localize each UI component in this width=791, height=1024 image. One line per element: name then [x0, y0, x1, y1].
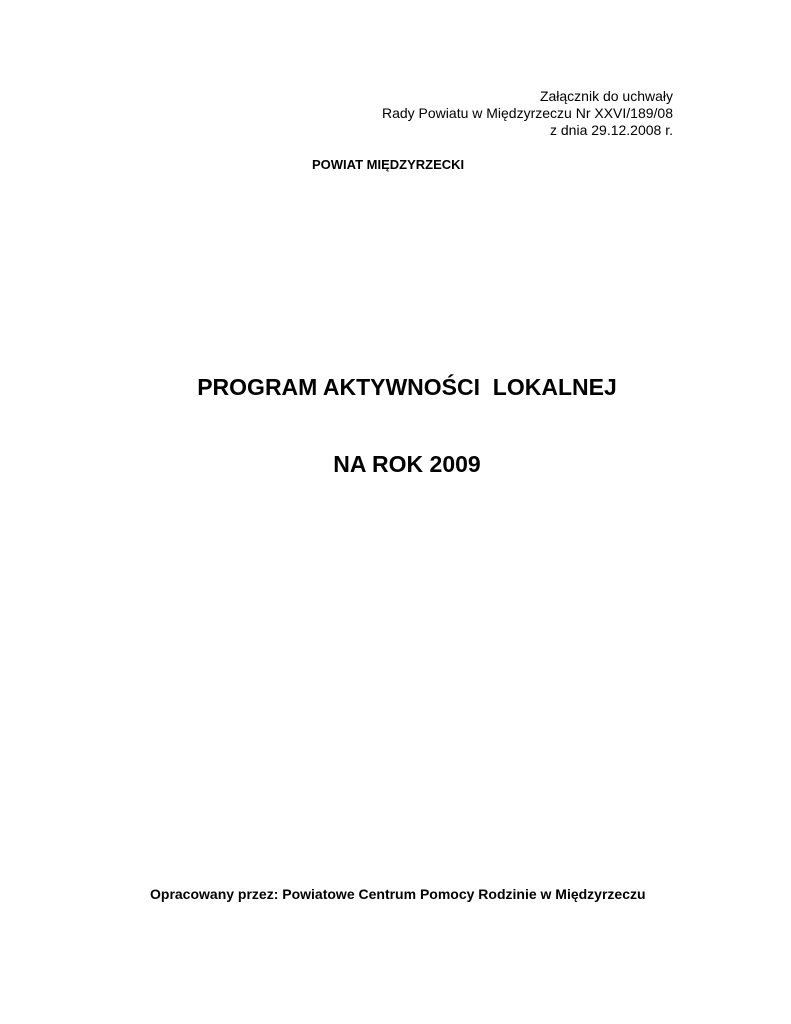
attachment-note — [313, 88, 673, 139]
prepared-by: Opracowany przez: Powiatowe Centrum Pomocy Rodzinie w Międzyrzeczu — [150, 886, 646, 902]
document-subtitle: NA ROK 2009 — [333, 451, 481, 477]
document-title: PROGRAM AKTYWNOŚCI LOKALNEJ — [197, 374, 617, 400]
attachment-line-1: Załącznik do uchwały — [539, 88, 673, 104]
county-name: POWIAT MIĘDZYRZECKI — [312, 157, 465, 172]
attachment-line-3: z dnia 29.12.2008 r. — [550, 122, 673, 138]
attachment-line-2: Rady Powiatu w Międzyrzeczu Nr XXVI/189/08 — [381, 105, 673, 121]
